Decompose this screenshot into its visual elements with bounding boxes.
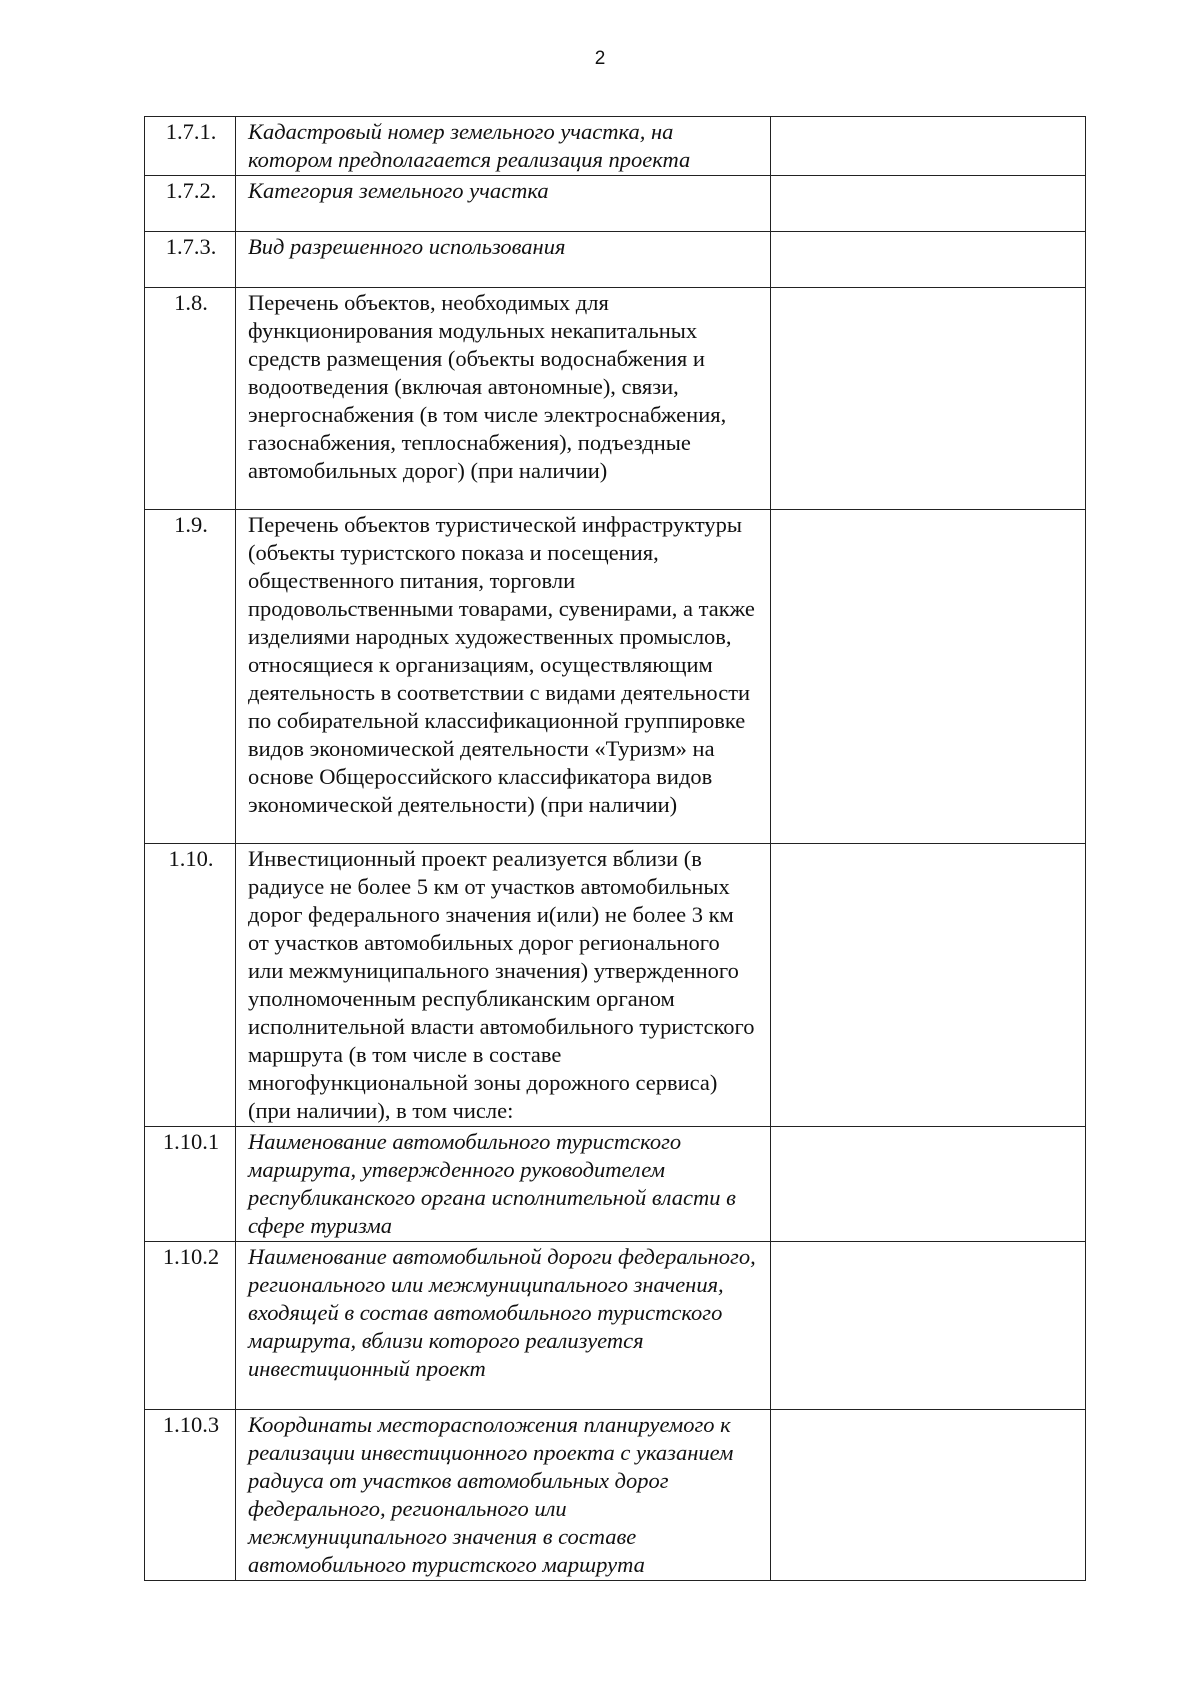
table-row xyxy=(145,176,1086,232)
row-number: 1.10. xyxy=(145,844,236,1127)
row-label: Перечень объектов туристической инфраструктуры (объекты туристского показа и посещения, общественного питания, торговли продовольственными товарами, сувенирами, а также изделиями народных художественных промыслов, относящиеся к организациям, осуществляющим деятельность в соответствии с видами деятельности по собирательной классификационной группировке видов экономической деятельности «Туризм» на основе Общероссийского классификатора видов экономической деятельности) (при наличии) xyxy=(236,510,771,844)
row-label: Перечень объектов, необходимых для функционирования модульных некапитальных средств размещения (объекты водоснабжения и водоотведения (включая автономные), связи, энергоснабжения (в том числе электроснабжения, газоснабжения, теплоснабжения), подъездные автомобильных дорог) (при наличии) xyxy=(236,288,771,510)
row-number: 1.7.1. xyxy=(145,117,236,176)
row-number: 1.10.3 xyxy=(145,1410,236,1581)
row-number: 1.8. xyxy=(145,288,236,510)
row-label: Категория земельного участка xyxy=(236,176,771,232)
row-label: Наименование автомобильного туристского маршрута, утвержденного руководителем республиканского органа исполнительной власти в сфере туризма xyxy=(236,1127,771,1242)
row-value-cell[interactable] xyxy=(771,1410,1086,1581)
table-row xyxy=(145,844,1086,1127)
table-row xyxy=(145,232,1086,288)
row-label: Инвестиционный проект реализуется вблизи (в радиусе не более 5 км от участков автомобильных дорог федерального значения и(или) не более 3 км от участков автомобильных дорог регионального или межмуниципального значения) утвержденного уполномоченным республиканским органом исполнительной власти автомобильного туристского маршрута (в том числе в составе многофункциональной зоны дорожного сервиса) (при наличии), в том числе: xyxy=(236,844,771,1127)
application-form-table xyxy=(144,116,1086,1581)
row-value-cell[interactable] xyxy=(771,1242,1086,1410)
row-label: Кадастровый номер земельного участка, на котором предполагается реализация проекта xyxy=(236,117,771,176)
row-label: Наименование автомобильной дороги федерального, регионального или межмуниципального значения, входящей в состав автомобильного туристского маршрута, вблизи которого реализуется инвестиционный проект xyxy=(236,1242,771,1410)
table-row xyxy=(145,1410,1086,1581)
row-value-cell[interactable] xyxy=(771,510,1086,844)
row-label: Координаты месторасположения планируемого к реализации инвестиционного проекта с указанием радиуса от участков автомобильных дорог федерального, регионального или межмуниципального значения в составе автомобильного туристского маршрута xyxy=(236,1410,771,1581)
table-row xyxy=(145,510,1086,844)
row-number: 1.10.2 xyxy=(145,1242,236,1410)
row-number: 1.10.1 xyxy=(145,1127,236,1242)
row-number: 1.7.3. xyxy=(145,232,236,288)
row-value-cell[interactable] xyxy=(771,176,1086,232)
table-row xyxy=(145,288,1086,510)
page-number: 2 xyxy=(594,48,606,69)
row-value-cell[interactable] xyxy=(771,117,1086,176)
row-label: Вид разрешенного использования xyxy=(236,232,771,288)
row-number: 1.7.2. xyxy=(145,176,236,232)
row-number: 1.9. xyxy=(145,510,236,844)
table-row xyxy=(145,1242,1086,1410)
row-value-cell[interactable] xyxy=(771,288,1086,510)
table-row xyxy=(145,1127,1086,1242)
row-value-cell[interactable] xyxy=(771,1127,1086,1242)
table-row xyxy=(145,117,1086,176)
row-value-cell[interactable] xyxy=(771,232,1086,288)
row-value-cell[interactable] xyxy=(771,844,1086,1127)
